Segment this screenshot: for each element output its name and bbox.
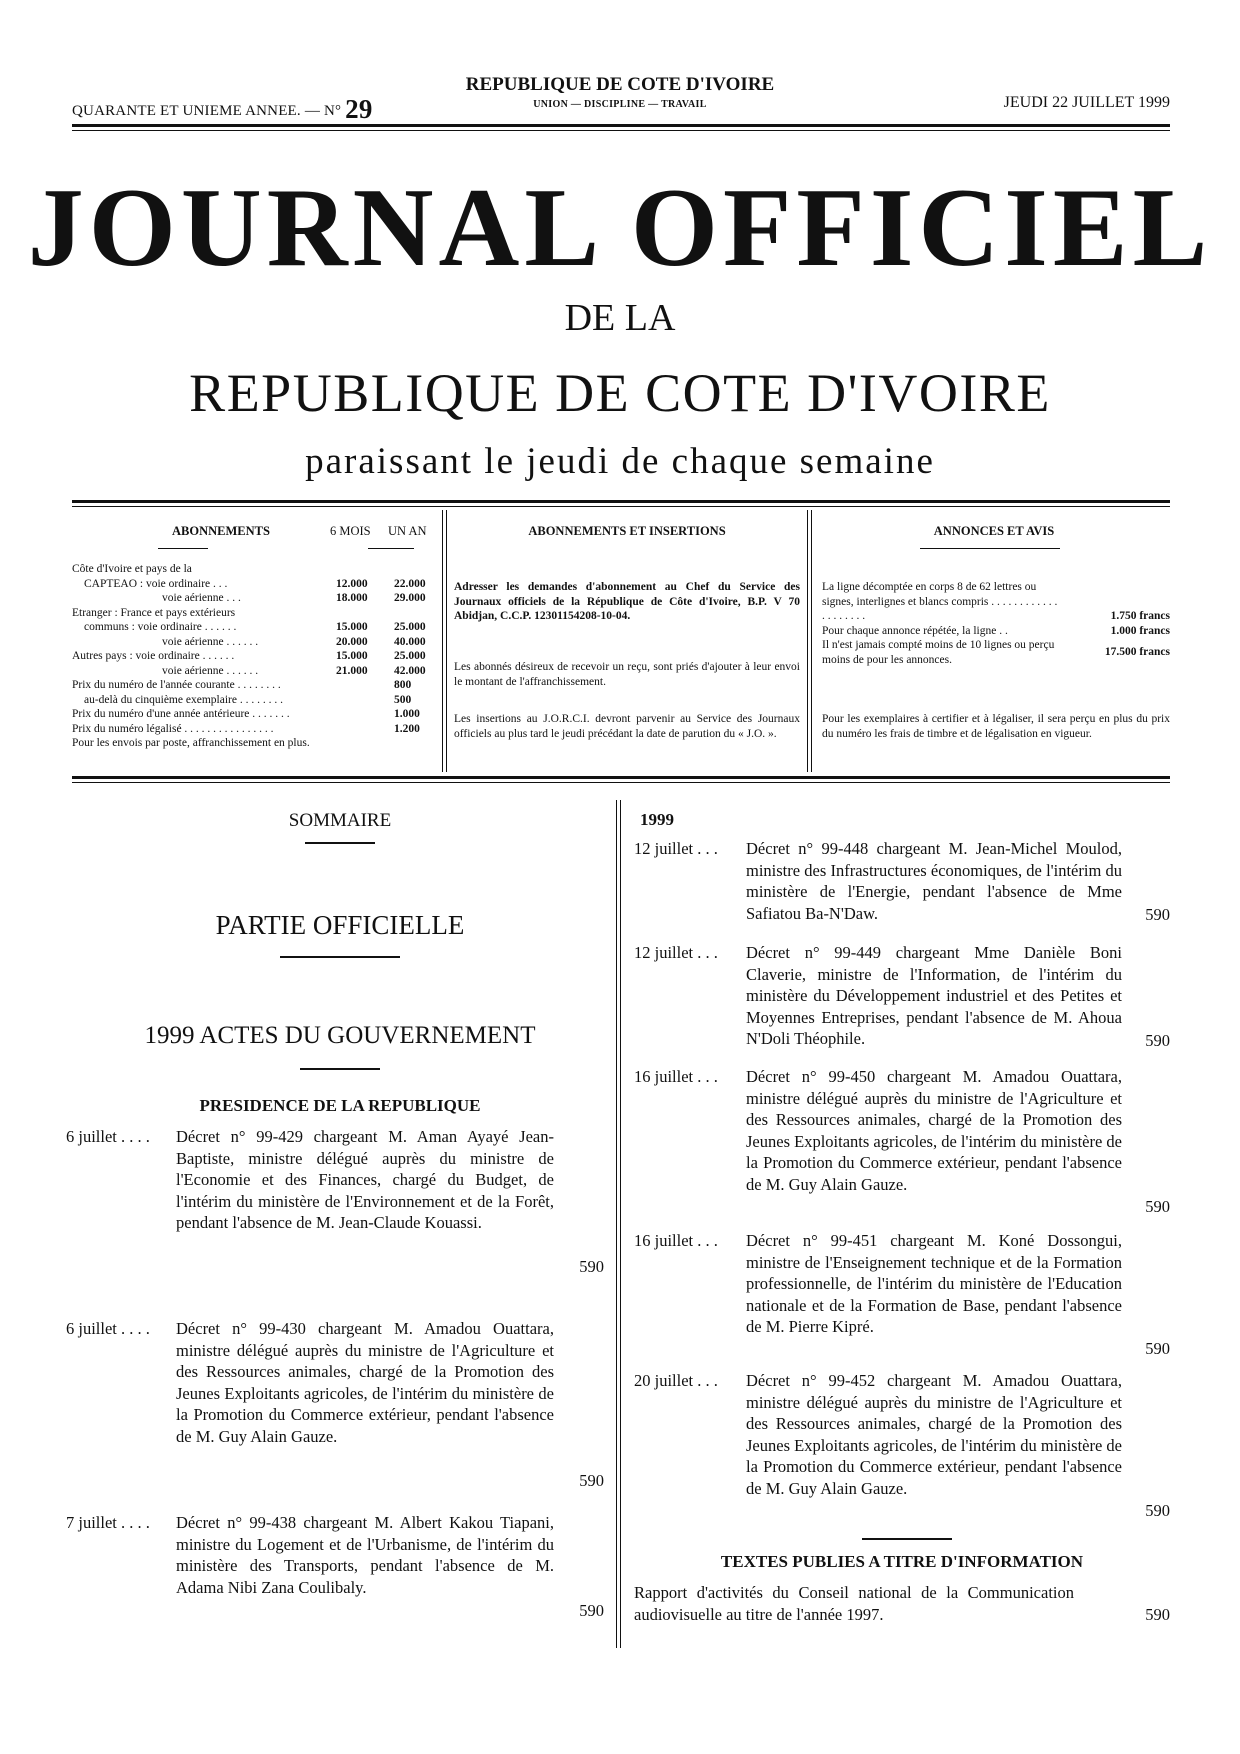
entry-date: 16 juillet . . . [634,1067,718,1086]
box-divider-2b [811,510,812,772]
entry-text: Décret n° 99-451 chargeant M. Koné Dossongui, ministre de l'Enseignement technique et de la Formation professionnelle, de l'intérim du ministère de l'Education nationale et de la Formation de Base, pendant l'absence de M. Pierre Kipré. [746,1231,1122,1337]
price-row: voie aérienne . . . . . . 21.000 42.000 [162,664,426,677]
abonnements-underline [158,548,208,549]
entry-date: 16 juillet . . . [634,1231,718,1250]
republic-name: REPUBLIQUE DE COTE D'IVOIRE [465,74,775,95]
info-entry [634,1582,1170,1630]
entry-text: Décret n° 99-450 chargeant M. Amadou Ouattara, ministre délégué auprès du ministre de l'Agriculture et des Ressources animales, chargé de la Promotion des Jeunes Exploitants agricoles, de l'intérim du ministère de la Promotion du Commerce extérieur, pendant l'absence de M. Guy Alain Gauze. [746,1067,1122,1194]
entry-date: 20 juillet . . . [634,1371,718,1390]
annonces-heading: ANNONCES ET AVIS [933,524,1055,538]
masthead-rule-thick [72,500,1170,503]
actes-heading: 1999 ACTES DU GOUVERNEMENT [144,1022,536,1049]
entry-page: 590 [579,1257,604,1276]
sommaire-entry [66,1318,604,1490]
entry-text: Décret n° 99-429 chargeant M. Aman Ayayé Jean-Baptiste, ministre délégué auprès du ministre de l'Economie et des Finances, chargé du Budget, de l'intérim du ministère de l'Environnement et de la Forêt, pendant l'absence de M. Jean-Claude Kouassi. [176,1127,554,1233]
abonnements-price-list [72,562,434,751]
entry-page: 590 [1145,905,1170,924]
sommaire-entry [66,1512,604,1642]
entry-text: Décret n° 99-438 chargeant M. Albert Kakou Tiapani, ministre du Logement et de l'Urbanisme, de l'intérim du ministère des Transports, pendant l'absence de M. Adama Nibi Zana Coulibaly. [176,1513,554,1597]
republic-header [420,74,820,110]
info-separator [862,1538,952,1540]
price-row: CAPTEAO : voie ordinaire . . . 12.000 22.000 [84,577,426,590]
sommaire-entry [634,1230,1170,1358]
sommaire-entry [66,1126,604,1298]
textes-info-heading: TEXTES PUBLIES A TITRE D'INFORMATION [720,1552,1084,1571]
price-row: Côte d'Ivoire et pays de la [72,563,192,575]
masthead-frequency: paraissant le jeudi de chaque semaine [305,441,935,482]
masthead-country: REPUBLIQUE DE COTE D'IVOIRE [189,363,1051,423]
issue-date: JEUDI 22 JUILLET 1999 [1003,94,1170,111]
entry-text: Décret n° 99-448 chargeant M. Jean-Michel Moulod, ministre des Infrastructures économiques, de l'intérim du ministère de l'Energie, pendant l'absence de Mme Safiatou Ba-N'Daw. [746,839,1122,923]
masthead-de-la: DE LA [564,297,676,339]
annonces-underline [920,548,1060,549]
insertions-deadline-note: Les insertions au J.O.R.C.I. devront parvenir au Service des Journaux officiels au plus tard le jeudi précédant la date de parution du « J.O. ». [454,713,800,740]
annonce-rate-row: Il n'est jamais compté moins de 10 lignes ou perçu moins de pour les annonces. 17.500 francs [822,639,1170,666]
presidence-heading: PRESIDENCE DE LA REPUBLIQUE [199,1096,481,1115]
price-row: Etranger : France et pays extérieurs [72,606,236,619]
box-rule-thick [72,776,1170,779]
issue-label: QUARANTE ET UNIEME ANNEE. — N° [72,103,342,119]
abonnements-heading: ABONNEMENTS [172,524,270,538]
entry-page: 590 [579,1601,604,1620]
header-rule-thick [72,124,1170,127]
price-row: Prix du numéro légalisé . . . . . . . . . . . . . . . . 1.200 [72,722,420,735]
annonces-legalisation-note: Pour les exemplaires à certifier et à légaliser, il sera perçu en plus du prix du numéro les frais de timbre et de légalisation en vigueur. [822,713,1170,740]
annonces-rates [822,580,1170,667]
price-row: Autres pays : voie ordinaire . . . . . . 15.000 25.000 [72,650,426,662]
column-divider [616,800,617,1648]
entry-date: 7 juillet . . . . [66,1513,150,1532]
entry-page: 590 [1145,1031,1170,1050]
actes-underline [300,1068,380,1070]
issue-line [72,94,373,125]
journal-title: JOURNAL OFFICIEL [27,166,1213,290]
partie-underline [280,956,400,958]
annonce-rate-row: Pour chaque annonce répétée, la ligne . . 1.000 francs [822,624,1170,637]
entry-page: 590 [1145,1501,1170,1520]
price-row: communs : voie ordinaire . . . . . . 15.000 25.000 [84,621,426,633]
box-rule-thin [72,782,1170,783]
entry-page: 590 [1145,1197,1170,1216]
sommaire-entry [634,1370,1170,1520]
entry-text: Décret n° 99-430 chargeant M. Amadou Ouattara, ministre délégué auprès du ministre de l'Agriculture et des Ressources animales, chargé de la Promotion des Jeunes Exploitants agricoles, de l'intérim du ministère de la Promotion du Commerce extérieur, pendant l'absence de M. Guy Alain Gauze. [176,1319,554,1446]
info-entry-text: Rapport d'activités du Conseil national de la Communication audiovisuelle au titre de l'année 1997. [634,1583,1074,1624]
price-row: Prix du numéro d'une année antérieure . . . . . . . 1.000 [72,708,420,720]
entry-page: 590 [1145,1339,1170,1358]
entry-date: 12 juillet . . . [634,943,718,962]
abonnements-block [72,524,434,539]
price-row: voie aérienne . . . 18.000 29.000 [162,592,426,604]
info-entry-page: 590 [1145,1605,1170,1624]
insertions-heading: ABONNEMENTS ET INSERTIONS [528,524,726,538]
price-row: voie aérienne . . . . . . 20.000 40.000 [162,635,426,648]
box-divider-1b [446,510,447,772]
header-rule-thin [72,130,1170,131]
sommaire-entry [634,838,1170,936]
sommaire-entry [634,1066,1170,1216]
entry-date: 6 juillet . . . . [66,1319,150,1338]
column-divider-b [620,800,621,1648]
price-row: au-delà du cinquième exemplaire . . . . . . . . 500 [84,693,412,706]
col-unan: UN AN [388,524,427,538]
issue-number: 29 [345,94,373,124]
insertions-receipt-note: Les abonnés désireux de recevoir un reçu, sont priés d'ajouter à leur envoi le montant de l'affranchissement. [454,661,800,688]
sommaire-entry [634,942,1170,1060]
entry-date: 6 juillet . . . . [66,1127,150,1146]
box-divider-2 [807,510,808,772]
entry-page: 590 [579,1471,604,1490]
masthead-rule-thin [72,506,1170,507]
motto: UNION — DISCIPLINE — TRAVAIL [533,99,707,110]
unan-underline [368,548,414,549]
year-heading: 1999 [640,810,674,829]
box-divider-1 [442,510,443,772]
price-row: Prix du numéro de l'année courante . . . . . . . . 800 [72,679,412,691]
entry-date: 12 juillet . . . [634,839,718,858]
abonnements-header [72,524,434,539]
entry-text: Décret n° 99-452 chargeant M. Amadou Ouattara, ministre délégué auprès du ministre de l'Agriculture et des Ressources animales, chargé de la Promotion des Jeunes Exploitants agricoles, de l'intérim du ministère de la Promotion du Commerce extérieur, pendant l'absence de M. Guy Alain Gauze. [746,1371,1122,1498]
price-row: Pour les envois par poste, affranchissement en plus. [72,737,310,749]
partie-officielle-heading: PARTIE OFFICIELLE [215,910,465,940]
sommaire-underline [305,842,375,844]
annonce-rate-row: La ligne décomptée en corps 8 de 62 lettres ou signes, interlignes et blancs compris . . . . . . . . . . . . . . . . . . . . 1.750 francs [822,581,1170,622]
insertions-address: Adresser les demandes d'abonnement au Chef du Service des Journaux officiels de la République de Côte d'Ivoire, B.P. V 70 Abidjan, C.C.P. 12301154208-10-04. [454,581,800,622]
entry-text: Décret n° 99-449 chargeant Mme Danièle Boni Claverie, ministre de l'Information, de l'intérim du ministère du Développement industriel et des Petites et Moyennes Entreprises, pendant l'absence de M. Ahoua N'Doli Théophile. [746,943,1122,1049]
col-6mois: 6 MOIS [330,524,371,538]
sommaire-heading: SOMMAIRE [288,810,392,831]
